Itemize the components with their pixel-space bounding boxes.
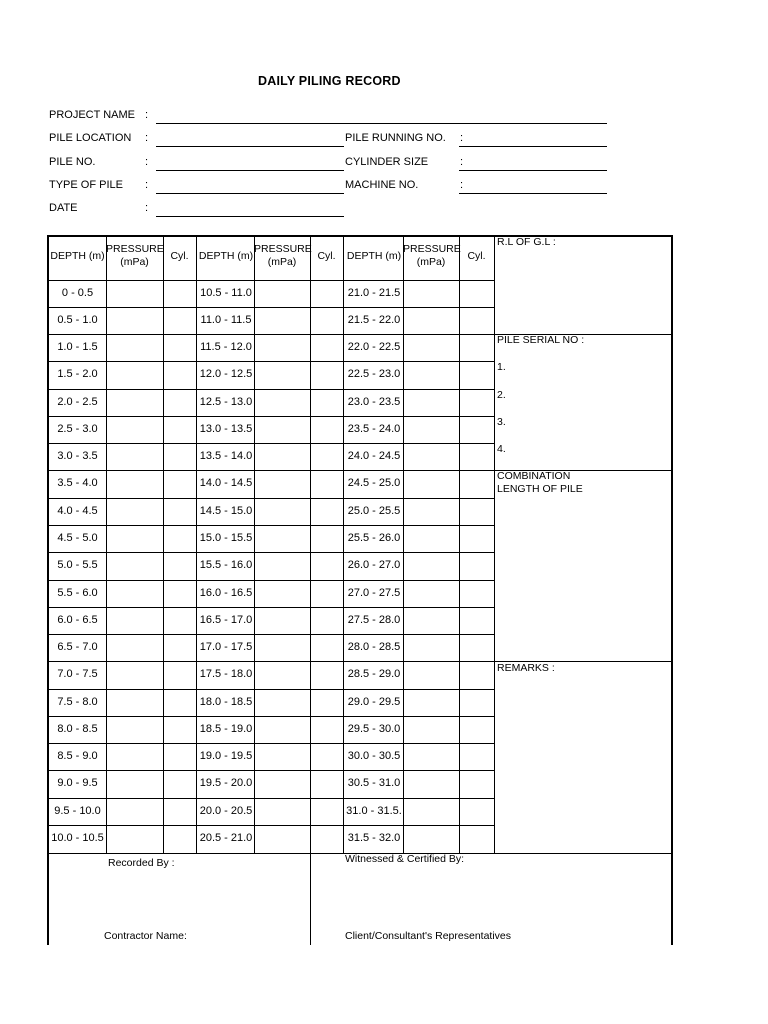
pressure-input-cell[interactable] bbox=[107, 444, 162, 469]
depth-cell: 23.5 - 24.0 bbox=[347, 422, 401, 435]
depth-cell: 23.0 - 23.5 bbox=[347, 395, 401, 408]
pressure-input-cell[interactable] bbox=[107, 281, 162, 306]
pressure-input-cell[interactable] bbox=[404, 444, 458, 469]
pressure-input-cell[interactable] bbox=[404, 690, 458, 715]
depth-cell: 14.0 - 14.5 bbox=[199, 477, 253, 489]
depth-cell: 31.0 - 31.5. bbox=[346, 804, 402, 817]
pressure-input-cell[interactable] bbox=[404, 799, 458, 824]
pressure-unit: (mPa) bbox=[120, 256, 149, 268]
cyl-input-cell[interactable] bbox=[164, 771, 195, 797]
field-colon: : bbox=[460, 132, 464, 144]
cyl-input-cell[interactable] bbox=[460, 717, 493, 742]
depth-cell: 26.0 - 27.0 bbox=[347, 559, 401, 571]
pressure-input-cell[interactable] bbox=[404, 308, 458, 333]
depth-cell: 2.5 - 3.0 bbox=[57, 422, 98, 435]
field-input-line[interactable] bbox=[156, 216, 344, 217]
col-header-depth: DEPTH (m) bbox=[198, 250, 254, 262]
cyl-input-cell[interactable] bbox=[460, 608, 493, 633]
field-colon: : bbox=[145, 202, 149, 214]
cyl-input-cell[interactable] bbox=[311, 690, 342, 715]
depth-cell: 2.0 - 2.5 bbox=[57, 395, 98, 408]
pressure-input-cell[interactable] bbox=[404, 826, 458, 852]
cyl-input-cell[interactable] bbox=[311, 444, 342, 469]
field-colon: : bbox=[145, 179, 149, 191]
pressure-label: PRESSURE bbox=[254, 243, 312, 255]
depth-cell: 13.5 - 14.0 bbox=[199, 449, 253, 462]
cyl-input-cell[interactable] bbox=[460, 335, 493, 360]
cyl-input-cell[interactable] bbox=[460, 826, 493, 852]
cyl-input-cell[interactable] bbox=[164, 826, 195, 852]
cyl-input-cell[interactable] bbox=[460, 308, 493, 333]
cyl-input-cell[interactable] bbox=[460, 390, 493, 415]
col-header-pressure bbox=[254, 243, 310, 269]
cyl-input-cell[interactable] bbox=[460, 799, 493, 824]
cyl-input-cell[interactable] bbox=[311, 826, 342, 852]
field-colon: : bbox=[460, 156, 464, 168]
pressure-input-cell[interactable] bbox=[107, 662, 162, 688]
cyl-input-cell[interactable] bbox=[164, 308, 195, 333]
pressure-input-cell[interactable] bbox=[255, 608, 309, 633]
combination-label-2: LENGTH OF PILE bbox=[497, 483, 583, 495]
depth-cell: 13.0 - 13.5 bbox=[199, 422, 253, 435]
combination-label: COMBINATION bbox=[497, 470, 571, 482]
depth-cell: 24.5 - 25.0 bbox=[347, 477, 401, 489]
depth-cell: 14.5 - 15.0 bbox=[199, 504, 253, 517]
depth-cell: 22.5 - 23.0 bbox=[347, 368, 401, 380]
pressure-input-cell[interactable] bbox=[404, 362, 458, 388]
pressure-input-cell[interactable] bbox=[107, 308, 162, 333]
depth-cell: 16.0 - 16.5 bbox=[199, 586, 253, 599]
depth-cell: 1.0 - 1.5 bbox=[57, 340, 98, 353]
col-header-cyl: Cyl. bbox=[467, 250, 486, 262]
depth-cell: 17.0 - 17.5 bbox=[199, 640, 253, 653]
contractor-name-label: Contractor Name: bbox=[104, 930, 187, 942]
cyl-input-cell[interactable] bbox=[311, 417, 342, 442]
depth-cell: 16.5 - 17.0 bbox=[199, 613, 253, 626]
depth-cell: 9.5 - 10.0 bbox=[54, 804, 101, 817]
cyl-input-cell[interactable] bbox=[164, 390, 195, 415]
remarks-label: REMARKS : bbox=[497, 662, 555, 674]
depth-cell: 22.0 - 22.5 bbox=[347, 340, 401, 353]
pressure-unit: (mPa) bbox=[416, 256, 446, 268]
cyl-input-cell[interactable] bbox=[164, 471, 195, 497]
cyl-input-cell[interactable] bbox=[164, 717, 195, 742]
rl-of-gl-label: R.L OF G.L : bbox=[497, 236, 556, 248]
col-header-cyl: Cyl. bbox=[170, 250, 189, 262]
cyl-input-cell[interactable] bbox=[460, 553, 493, 579]
cyl-input-cell[interactable] bbox=[164, 281, 195, 306]
depth-cell: 0 - 0.5 bbox=[61, 286, 94, 299]
cyl-input-cell[interactable] bbox=[460, 690, 493, 715]
field-colon: : bbox=[145, 156, 149, 168]
depth-cell: 3.5 - 4.0 bbox=[57, 477, 98, 489]
field-input-line[interactable] bbox=[156, 193, 344, 194]
depth-cell: 21.5 - 22.0 bbox=[347, 313, 401, 326]
cyl-input-cell[interactable] bbox=[311, 662, 342, 688]
pressure-input-cell[interactable] bbox=[404, 471, 458, 497]
pile-serial-label: PILE SERIAL NO : bbox=[497, 334, 585, 346]
field-input-line[interactable] bbox=[459, 193, 607, 194]
cyl-input-cell[interactable] bbox=[460, 417, 493, 442]
field-input-line[interactable] bbox=[156, 146, 344, 147]
depth-cell: 3.0 - 3.5 bbox=[57, 449, 98, 462]
col-header-pressure bbox=[403, 243, 459, 269]
depth-cell: 7.0 - 7.5 bbox=[57, 668, 98, 680]
recorded-by-label: Recorded By : bbox=[108, 857, 175, 869]
cyl-input-cell[interactable] bbox=[460, 526, 493, 551]
depth-cell: 18.0 - 18.5 bbox=[199, 695, 253, 708]
pressure-input-cell[interactable] bbox=[255, 526, 309, 551]
depth-cell: 25.0 - 25.5 bbox=[347, 504, 401, 517]
pressure-input-cell[interactable] bbox=[107, 362, 162, 388]
pile-serial-item: 1. bbox=[497, 361, 506, 373]
cyl-input-cell[interactable] bbox=[311, 390, 342, 415]
cyl-input-cell[interactable] bbox=[460, 581, 493, 606]
cyl-input-cell[interactable] bbox=[164, 362, 195, 388]
pressure-input-cell[interactable] bbox=[255, 690, 309, 715]
cyl-input-cell[interactable] bbox=[311, 581, 342, 606]
depth-cell: 19.5 - 20.0 bbox=[199, 777, 253, 789]
pressure-input-cell[interactable] bbox=[404, 744, 458, 769]
pressure-input-cell[interactable] bbox=[404, 499, 458, 524]
depth-cell: 30.0 - 30.5 bbox=[347, 749, 401, 762]
pressure-input-cell[interactable] bbox=[107, 826, 162, 852]
witnessed-label: Witnessed & Certified By: bbox=[345, 853, 465, 865]
cyl-input-cell[interactable] bbox=[164, 662, 195, 688]
pressure-input-cell[interactable] bbox=[255, 499, 309, 524]
field-input-line[interactable] bbox=[459, 146, 607, 147]
depth-cell: 15.0 - 15.5 bbox=[199, 531, 253, 544]
cyl-input-cell[interactable] bbox=[164, 526, 195, 551]
pressure-input-cell[interactable] bbox=[255, 444, 309, 469]
field-label: PILE LOCATION bbox=[49, 132, 132, 144]
field-label: TYPE OF PILE bbox=[49, 179, 123, 191]
pile-serial-item: 2. bbox=[497, 389, 506, 401]
cyl-input-cell[interactable] bbox=[164, 608, 195, 633]
cyl-input-cell[interactable] bbox=[460, 744, 493, 769]
pressure-input-cell[interactable] bbox=[255, 417, 309, 442]
col-header-depth: DEPTH (m) bbox=[346, 250, 402, 262]
pressure-input-cell[interactable] bbox=[255, 362, 309, 388]
depth-cell: 19.0 - 19.5 bbox=[199, 749, 253, 762]
depth-cell: 12.5 - 13.0 bbox=[199, 395, 253, 408]
depth-cell: 20.0 - 20.5 bbox=[199, 804, 253, 817]
col-header-depth: DEPTH (m) bbox=[50, 250, 105, 262]
cyl-input-cell[interactable] bbox=[164, 444, 195, 469]
field-input-line[interactable] bbox=[459, 170, 607, 171]
cyl-input-cell[interactable] bbox=[311, 717, 342, 742]
depth-cell: 8.5 - 9.0 bbox=[57, 749, 98, 762]
field-input-line[interactable] bbox=[156, 170, 344, 171]
pressure-label: PRESSURE bbox=[106, 243, 164, 255]
pressure-input-cell[interactable] bbox=[255, 717, 309, 742]
field-colon: : bbox=[145, 109, 149, 121]
depth-cell: 21.0 - 21.5 bbox=[347, 286, 401, 299]
depth-cell: 17.5 - 18.0 bbox=[199, 668, 253, 680]
depth-cell: 31.5 - 32.0 bbox=[347, 832, 401, 844]
pressure-input-cell[interactable] bbox=[404, 335, 458, 360]
depth-cell: 9.0 - 9.5 bbox=[57, 777, 98, 789]
depth-cell: 6.0 - 6.5 bbox=[57, 613, 98, 626]
pressure-input-cell[interactable] bbox=[107, 526, 162, 551]
pressure-input-cell[interactable] bbox=[255, 635, 309, 660]
cyl-input-cell[interactable] bbox=[311, 308, 342, 333]
pressure-input-cell[interactable] bbox=[107, 581, 162, 606]
cyl-input-cell[interactable] bbox=[311, 526, 342, 551]
cyl-input-cell[interactable] bbox=[164, 744, 195, 769]
depth-cell: 18.5 - 19.0 bbox=[199, 722, 253, 735]
depth-cell: 5.0 - 5.5 bbox=[57, 559, 98, 571]
pressure-input-cell[interactable] bbox=[255, 799, 309, 824]
cyl-input-cell[interactable] bbox=[164, 799, 195, 824]
pressure-input-cell[interactable] bbox=[255, 281, 309, 306]
depth-cell: 4.5 - 5.0 bbox=[57, 531, 98, 544]
depth-cell: 27.5 - 28.0 bbox=[347, 613, 401, 626]
depth-cell: 7.5 - 8.0 bbox=[57, 695, 98, 708]
cyl-input-cell[interactable] bbox=[311, 362, 342, 388]
cyl-input-cell[interactable] bbox=[311, 281, 342, 306]
cyl-input-cell[interactable] bbox=[460, 281, 493, 306]
cyl-input-cell[interactable] bbox=[311, 744, 342, 769]
field-colon: : bbox=[460, 179, 464, 191]
depth-cell: 1.5 - 2.0 bbox=[57, 368, 98, 380]
pressure-input-cell[interactable] bbox=[404, 635, 458, 660]
depth-cell: 30.5 - 31.0 bbox=[347, 777, 401, 789]
cyl-input-cell[interactable] bbox=[460, 471, 493, 497]
field-label: PROJECT NAME bbox=[49, 109, 135, 121]
pressure-input-cell[interactable] bbox=[255, 581, 309, 606]
field-label: PILE NO. bbox=[49, 156, 96, 168]
pile-serial-item: 3. bbox=[497, 416, 506, 428]
depth-cell: 27.0 - 27.5 bbox=[347, 586, 401, 599]
grid-vline bbox=[494, 236, 495, 853]
pressure-input-cell[interactable] bbox=[404, 417, 458, 442]
pressure-input-cell[interactable] bbox=[107, 553, 162, 579]
pressure-input-cell[interactable] bbox=[107, 799, 162, 824]
pressure-input-cell[interactable] bbox=[255, 771, 309, 797]
pressure-label: PRESSURE bbox=[403, 243, 461, 255]
pressure-input-cell[interactable] bbox=[107, 717, 162, 742]
depth-cell: 28.0 - 28.5 bbox=[347, 640, 401, 653]
field-label: CYLINDER SIZE bbox=[345, 156, 429, 168]
pressure-input-cell[interactable] bbox=[107, 690, 162, 715]
cyl-input-cell[interactable] bbox=[311, 471, 342, 497]
pressure-input-cell[interactable] bbox=[107, 771, 162, 797]
depth-cell: 11.0 - 11.5 bbox=[200, 313, 252, 326]
cyl-input-cell[interactable] bbox=[460, 635, 493, 660]
pressure-input-cell[interactable] bbox=[404, 526, 458, 551]
pressure-input-cell[interactable] bbox=[107, 390, 162, 415]
cyl-input-cell[interactable] bbox=[164, 690, 195, 715]
cyl-input-cell[interactable] bbox=[311, 499, 342, 524]
depth-cell: 8.0 - 8.5 bbox=[57, 722, 98, 735]
field-label: PILE RUNNING NO. bbox=[345, 132, 446, 144]
pressure-input-cell[interactable] bbox=[404, 608, 458, 633]
cyl-input-cell[interactable] bbox=[460, 499, 493, 524]
pressure-input-cell[interactable] bbox=[255, 390, 309, 415]
pressure-input-cell[interactable] bbox=[107, 499, 162, 524]
depth-cell: 10.5 - 11.0 bbox=[200, 286, 252, 299]
pressure-input-cell[interactable] bbox=[255, 471, 309, 497]
cyl-input-cell[interactable] bbox=[460, 771, 493, 797]
cyl-input-cell[interactable] bbox=[164, 553, 195, 579]
page-title: DAILY PILING RECORD bbox=[258, 74, 401, 88]
depth-cell: 6.5 - 7.0 bbox=[57, 640, 98, 653]
depth-cell: 12.0 - 12.5 bbox=[199, 368, 253, 380]
cyl-input-cell[interactable] bbox=[311, 799, 342, 824]
pile-serial-item: 4. bbox=[497, 443, 506, 455]
cyl-input-cell[interactable] bbox=[311, 608, 342, 633]
col-header-cyl: Cyl. bbox=[317, 250, 336, 262]
cyl-input-cell[interactable] bbox=[164, 499, 195, 524]
cyl-input-cell[interactable] bbox=[164, 335, 195, 360]
cyl-input-cell[interactable] bbox=[460, 444, 493, 469]
pressure-unit: (mPa) bbox=[267, 256, 297, 268]
depth-cell: 29.0 - 29.5 bbox=[347, 695, 401, 708]
footer-divider bbox=[310, 853, 311, 945]
cyl-input-cell[interactable] bbox=[311, 335, 342, 360]
cyl-input-cell[interactable] bbox=[311, 553, 342, 579]
pressure-input-cell[interactable] bbox=[255, 308, 309, 333]
depth-cell: 11.5 - 12.0 bbox=[200, 340, 252, 353]
pressure-input-cell[interactable] bbox=[107, 744, 162, 769]
pressure-input-cell[interactable] bbox=[255, 744, 309, 769]
depth-cell: 20.5 - 21.0 bbox=[199, 832, 253, 844]
pressure-input-cell[interactable] bbox=[107, 608, 162, 633]
pressure-input-cell[interactable] bbox=[107, 471, 162, 497]
depth-cell: 25.5 - 26.0 bbox=[347, 531, 401, 544]
project-name-field[interactable] bbox=[156, 123, 607, 124]
pressure-input-cell[interactable] bbox=[255, 553, 309, 579]
field-label: DATE bbox=[49, 202, 78, 214]
depth-cell: 15.5 - 16.0 bbox=[199, 559, 253, 571]
field-colon: : bbox=[145, 132, 149, 144]
depth-cell: 24.0 - 24.5 bbox=[347, 449, 401, 462]
cyl-input-cell[interactable] bbox=[164, 417, 195, 442]
depth-cell: 5.5 - 6.0 bbox=[57, 586, 98, 599]
depth-cell: 10.0 - 10.5 bbox=[51, 832, 104, 844]
pressure-input-cell[interactable] bbox=[404, 581, 458, 606]
pressure-input-cell[interactable] bbox=[404, 717, 458, 742]
pressure-input-cell[interactable] bbox=[107, 417, 162, 442]
pressure-input-cell[interactable] bbox=[404, 553, 458, 579]
field-label: MACHINE NO. bbox=[345, 179, 419, 191]
cyl-input-cell[interactable] bbox=[460, 362, 493, 388]
cyl-input-cell[interactable] bbox=[164, 581, 195, 606]
pressure-input-cell[interactable] bbox=[255, 335, 309, 360]
col-header-pressure bbox=[106, 243, 163, 269]
pressure-input-cell[interactable] bbox=[255, 662, 309, 688]
pressure-input-cell[interactable] bbox=[404, 390, 458, 415]
depth-cell: 28.5 - 29.0 bbox=[347, 668, 401, 680]
depth-cell: 29.5 - 30.0 bbox=[347, 722, 401, 735]
pressure-input-cell[interactable] bbox=[404, 662, 458, 688]
client-representatives-label: Client/Consultant's Representatives bbox=[345, 930, 512, 942]
pressure-input-cell[interactable] bbox=[107, 335, 162, 360]
cyl-input-cell[interactable] bbox=[311, 771, 342, 797]
cyl-input-cell[interactable] bbox=[164, 635, 195, 660]
cyl-input-cell[interactable] bbox=[311, 635, 342, 660]
pressure-input-cell[interactable] bbox=[404, 771, 458, 797]
depth-cell: 4.0 - 4.5 bbox=[57, 504, 98, 517]
depth-cell: 0.5 - 1.0 bbox=[57, 313, 98, 326]
pressure-input-cell[interactable] bbox=[107, 635, 162, 660]
pressure-input-cell[interactable] bbox=[404, 281, 458, 306]
cyl-input-cell[interactable] bbox=[460, 662, 493, 688]
pressure-input-cell[interactable] bbox=[255, 826, 309, 852]
